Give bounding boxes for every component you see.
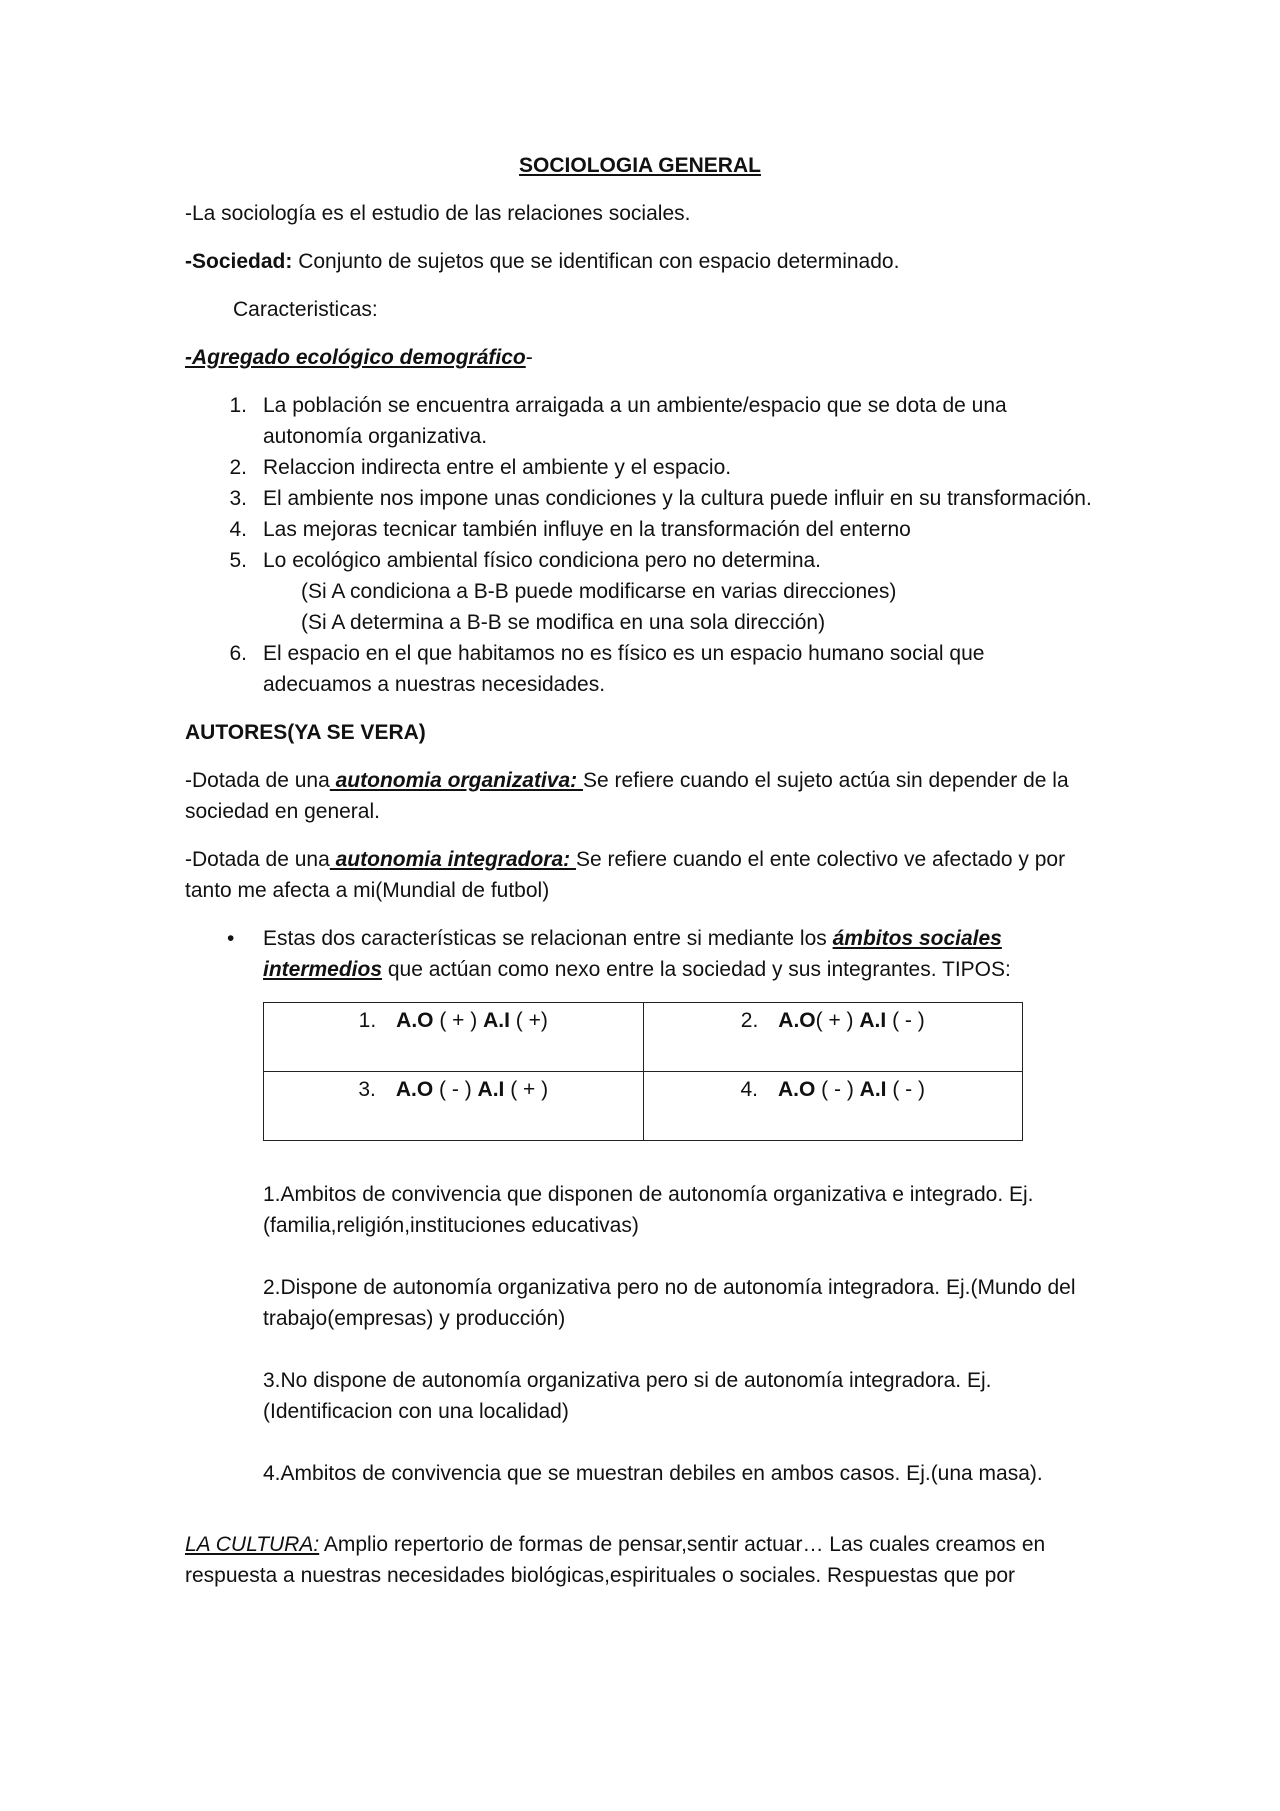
list-item-text: El ambiente nos impone unas condiciones y la cultura puede influir en su transformación. xyxy=(263,487,1092,510)
cell-ai-label: A.I xyxy=(859,1078,887,1101)
list-item-text: Las mejoras tecnicar también influye en la transformación del enterno xyxy=(263,518,911,541)
document-page xyxy=(185,150,1095,1608)
page-title: SOCIOLOGIA GENERAL xyxy=(519,154,761,177)
table-row xyxy=(264,1003,1023,1072)
cell-ai-label: A.I xyxy=(859,1009,887,1032)
agregado-heading-line xyxy=(185,342,1095,373)
list-item-number: 1. xyxy=(229,394,247,417)
agregado-trail: - xyxy=(525,346,533,369)
cultura-term: LA CULTURA: xyxy=(185,1533,320,1556)
list-item-text: El espacio en el que habitamos no es físico es un espacio humano social que adecuamos a nuestras necesidades. xyxy=(263,642,985,696)
list-item xyxy=(185,483,1095,514)
cell-number: 3. xyxy=(358,1078,376,1101)
table-cell xyxy=(264,1003,644,1072)
cell-ao-label: A.O xyxy=(395,1078,434,1101)
list-item-number: 6. xyxy=(229,642,247,665)
bullet-text-after: que actúan como nexo entre la sociedad y sus integrantes. TIPOS: xyxy=(382,958,1011,981)
cultura-paragraph xyxy=(185,1529,1095,1591)
ambitos-table xyxy=(263,1002,1023,1141)
cell-ao-sign: ( - ) xyxy=(433,1078,478,1101)
list-item-text: Relaccion indirecta entre el ambiente y el espacio. xyxy=(263,456,732,479)
cell-number: 1. xyxy=(358,1009,377,1032)
ai-text: Se refiere cuando el ente colectivo ve afectado y por tanto me afecta a mi(Mundial de futbol) xyxy=(185,848,1066,902)
list-item-number: 5. xyxy=(229,549,247,572)
list-item-number: 3. xyxy=(229,487,247,510)
bullet-icon: • xyxy=(227,927,235,950)
list-item-text: La población se encuentra arraigada a un ambiente/espacio que se dota de una autonomía organizativa. xyxy=(263,394,1007,448)
table-cell xyxy=(643,1003,1023,1072)
characteristics-list xyxy=(185,390,1095,700)
table-row xyxy=(264,1072,1023,1141)
list-item xyxy=(185,390,1095,452)
ambito-description: 3.No dispone de autonomía organizativa pero si de autonomía integradora. Ej.(Identificacion con una localidad) xyxy=(263,1369,992,1423)
caracteristicas-label: Caracteristicas: xyxy=(233,298,378,321)
bullet-paragraph xyxy=(185,923,1095,985)
cell-ai-label: A.I xyxy=(483,1009,510,1032)
list-item-text: Lo ecológico ambiental físico condiciona pero no determina. xyxy=(263,549,822,572)
ambito-description: 4.Ambitos de convivencia que se muestran debiles en ambos casos. Ej.(una masa). xyxy=(263,1462,1043,1485)
cell-ai-sign: ( + ) xyxy=(504,1078,549,1101)
cell-number: 2. xyxy=(740,1009,759,1032)
list-item-number: 4. xyxy=(229,518,247,541)
ambito-description: 1.Ambitos de convivencia que disponen de autonomía organizativa e integrado. Ej.(familia,religión,instituciones educativas) xyxy=(263,1183,1034,1237)
table-cell xyxy=(643,1072,1023,1141)
cell-ai-sign: ( - ) xyxy=(886,1009,925,1032)
cell-ao-label: A.O xyxy=(396,1009,434,1032)
cell-ao-sign: ( - ) xyxy=(815,1078,860,1101)
cell-number: 4. xyxy=(740,1078,758,1101)
intro-paragraph: -La sociología es el estudio de las relaciones sociales. xyxy=(185,202,691,225)
ai-definition xyxy=(185,844,1095,906)
table-cell xyxy=(264,1072,644,1141)
autores-heading: AUTORES(YA SE VERA) xyxy=(185,721,426,744)
list-item xyxy=(185,452,1095,483)
list-subnote: (Si A condiciona a B-B puede modificarse en varias direcciones) xyxy=(301,580,897,603)
cell-ai-sign: ( +) xyxy=(509,1009,548,1032)
sociedad-definition: Conjunto de sujetos que se identifican con espacio determinado. xyxy=(292,250,900,273)
cultura-text: Amplio repertorio de formas de pensar,sentir actuar… Las cuales creamos en respuesta a nuestras necesidades biológicas,espirituales o sociales. Respuestas que por xyxy=(185,1533,1046,1587)
ao-text: Se refiere cuando el sujeto actúa sin depender de la sociedad en general. xyxy=(185,769,1069,823)
cell-ao-label: A.O xyxy=(778,1009,816,1032)
ao-prefix: -Dotada de una xyxy=(185,769,330,792)
bullet-text-before: Estas dos características se relacionan entre si mediante los xyxy=(263,927,833,950)
ai-term: autonomia integradora: xyxy=(329,848,576,871)
ambito-description: 2.Dispone de autonomía organizativa pero no de autonomía integradora. Ej.(Mundo del trabajo(empresas) y producción) xyxy=(263,1276,1076,1330)
cell-ao-label: A.O xyxy=(778,1078,816,1101)
cell-ai-label: A.I xyxy=(477,1078,505,1101)
ai-prefix: -Dotada de una xyxy=(185,848,330,871)
list-item xyxy=(185,545,1095,638)
agregado-heading: -Agregado ecológico demográfico xyxy=(185,346,526,369)
cell-ao-sign: ( + ) xyxy=(433,1009,484,1032)
ao-definition xyxy=(185,765,1095,827)
list-item xyxy=(185,514,1095,545)
list-item xyxy=(185,638,1095,700)
list-item-number: 2. xyxy=(229,456,247,479)
ao-term: autonomia organizativa: xyxy=(329,769,583,792)
cell-ao-sign: ( + ) xyxy=(815,1009,860,1032)
sociedad-paragraph xyxy=(185,246,1095,277)
bullet-term: ámbitos sociales intermedios xyxy=(263,927,1002,981)
sociedad-term: -Sociedad: xyxy=(185,250,293,273)
list-subnote: (Si A determina a B-B se modifica en una sola dirección) xyxy=(301,611,826,634)
cell-ai-sign: ( - ) xyxy=(886,1078,925,1101)
